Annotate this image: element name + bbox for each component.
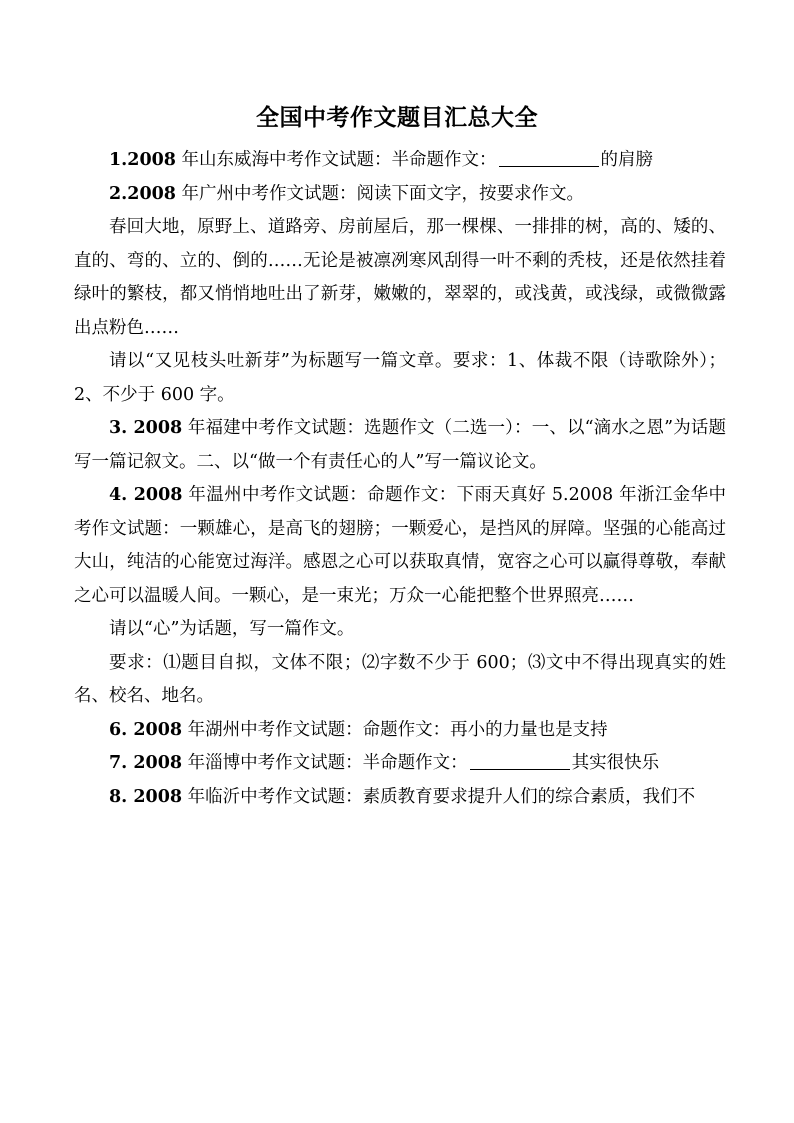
paragraph-number: 2.2008 <box>109 183 176 204</box>
paragraph-text: 年福建中考作文试题：选题作文（二选一）：一、以“滴水之恩”为话题写一篇记叙文。二、以“做一个有责任心的人”写一篇议论文。 <box>74 418 726 472</box>
document-body <box>74 144 726 814</box>
paragraph-9 <box>74 714 726 748</box>
paragraph-number: 7. 2008 <box>109 753 183 773</box>
paragraph-7 <box>74 613 726 647</box>
paragraph-number: 4. 2008 <box>109 485 183 505</box>
paragraph-6 <box>74 479 726 613</box>
fill-in-blank <box>499 149 599 168</box>
paragraph-10 <box>74 747 726 781</box>
paragraph-text: 请以“心”为话题，写一篇作文。 <box>109 619 355 639</box>
paragraph-number: 6. 2008 <box>109 719 183 740</box>
paragraph-4 <box>74 345 726 412</box>
paragraph-text-end: 的肩膀 <box>600 150 654 170</box>
paragraph-text: 年山东威海中考作文试题：半命题作文： <box>175 150 497 170</box>
paragraph-text: 年临沂中考作文试题：素质教育要求提升人们的综合素质，我们不 <box>182 786 696 807</box>
paragraph-5 <box>74 412 726 479</box>
paragraph-text: 年温州中考作文试题：命题作文：下雨天真好 5.2008 年浙江金华中考作文试题：一颗雄心，是高飞的翅膀；一颗爱心，是挡风的屏障。坚强的心能高过大山，纯洁的心能宽过海洋。感恩之心可以获取真情，宽容之心可以赢得尊敬，奉献之心可以温暖人间。一颗心，是一束光；万众一心能把整个世界照亮…… <box>74 485 726 606</box>
paragraph-1 <box>74 144 726 178</box>
paragraph-text: 年淄博中考作文试题：半命题作文： <box>182 753 468 773</box>
paragraph-3 <box>74 211 726 345</box>
paragraph-text: 要求：⑴题目自拟，文体不限；⑵字数不少于 600；⑶文中不得出现真实的姓名、校名、地名。 <box>74 652 726 706</box>
fill-in-blank <box>470 752 570 771</box>
paragraph-8 <box>74 647 726 714</box>
paragraph-text: 请以“又见枝头吐新芽”为标题写一篇文章。要求：1、体裁不限（诗歌除外）；2、不少于 600 字。 <box>74 351 726 405</box>
paragraph-text-end: 其实很快乐 <box>571 753 660 773</box>
paragraph-text: 年广州中考作文试题：阅读下面文字，按要求作文。 <box>175 183 585 204</box>
paragraph-number: 3. 2008 <box>109 418 183 438</box>
paragraph-number: 1.2008 <box>109 150 176 170</box>
paragraph-text: 年湖州中考作文试题：命题作文：再小的力量也是支持 <box>182 719 608 740</box>
paragraph-text: 春回大地，原野上、道路旁、房前屋后，那一棵棵、一排排的树，高的、矮的、直的、弯的、立的、倒的……无论是被凛冽寒风刮得一叶不剩的秃枝，还是依然挂着绿叶的繁枝，都又悄悄地吐出了新芽，嫩嫩的，翠翠的，或浅黄，或浅绿，或微微露出点粉色…… <box>74 217 726 338</box>
document-title: 全国中考作文题目汇总大全 <box>256 104 538 131</box>
paragraph-2 <box>74 178 726 212</box>
paragraph-number: 8. 2008 <box>109 786 183 807</box>
paragraph-11 <box>74 781 726 815</box>
